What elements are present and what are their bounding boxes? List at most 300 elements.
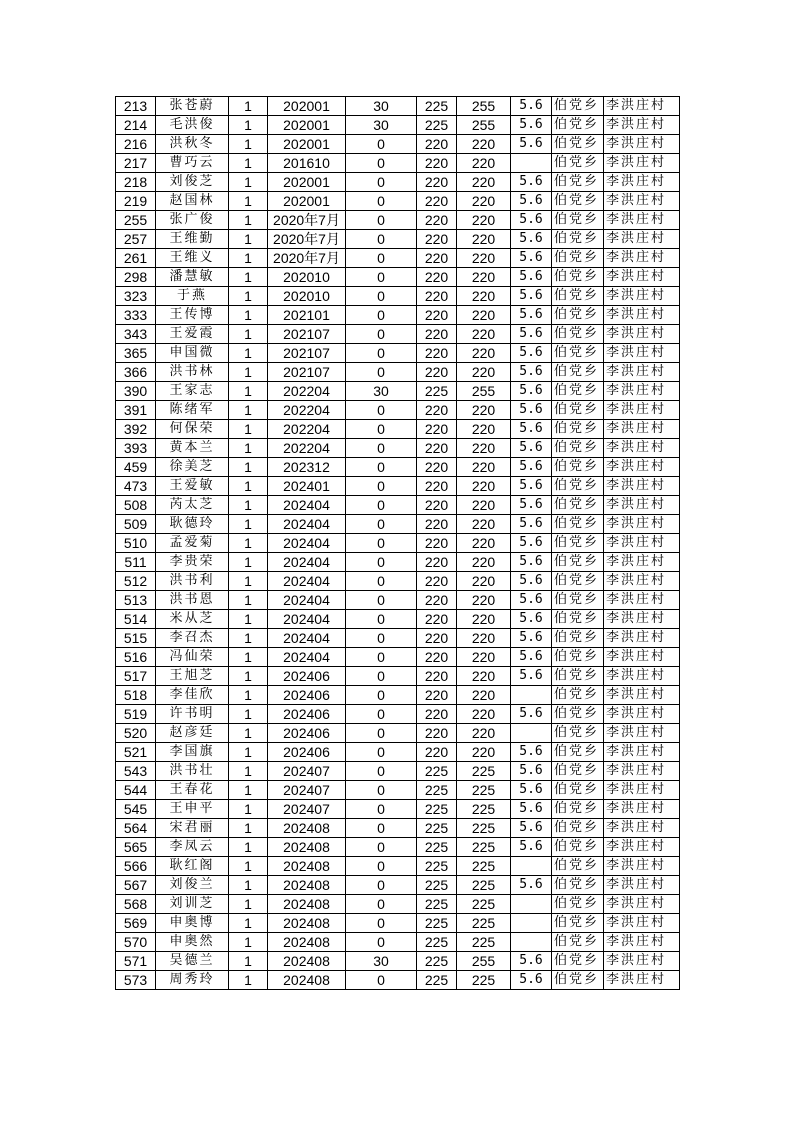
- count-cell: 1: [229, 249, 268, 268]
- data-table: [115, 96, 680, 990]
- rate-cell: 5.6: [511, 363, 552, 382]
- person-name-cell: 王维义: [156, 249, 229, 268]
- person-name-cell: 吴德兰: [156, 952, 229, 971]
- rate-cell: 5.6: [511, 458, 552, 477]
- start-date-cell: 202204: [268, 439, 346, 458]
- table-row: [116, 572, 680, 591]
- township-cell: 伯党乡: [552, 895, 604, 914]
- base-amount-cell: 220: [417, 173, 457, 192]
- extra-amount-cell: 0: [346, 610, 417, 629]
- table-row: [116, 610, 680, 629]
- start-date-cell: 202010: [268, 268, 346, 287]
- total-amount-cell: 220: [457, 572, 511, 591]
- village-cell: 李洪庄村: [604, 705, 680, 724]
- table-row: [116, 192, 680, 211]
- start-date-cell: 202204: [268, 382, 346, 401]
- rate-cell: 5.6: [511, 306, 552, 325]
- start-date-cell: 202404: [268, 553, 346, 572]
- start-date-cell: 202312: [268, 458, 346, 477]
- extra-amount-cell: 0: [346, 686, 417, 705]
- row-id-cell: 517: [116, 667, 156, 686]
- base-amount-cell: 225: [417, 762, 457, 781]
- start-date-cell: 202408: [268, 914, 346, 933]
- township-cell: 伯党乡: [552, 705, 604, 724]
- rate-cell: [511, 857, 552, 876]
- rate-cell: 5.6: [511, 553, 552, 572]
- rate-cell: 5.6: [511, 230, 552, 249]
- table-row: [116, 952, 680, 971]
- rate-cell: 5.6: [511, 211, 552, 230]
- extra-amount-cell: 0: [346, 705, 417, 724]
- table-row: [116, 173, 680, 192]
- rate-cell: 5.6: [511, 800, 552, 819]
- extra-amount-cell: 0: [346, 971, 417, 990]
- rate-cell: 5.6: [511, 971, 552, 990]
- village-cell: 李洪庄村: [604, 591, 680, 610]
- base-amount-cell: 220: [417, 154, 457, 173]
- township-cell: 伯党乡: [552, 876, 604, 895]
- rate-cell: 5.6: [511, 743, 552, 762]
- township-cell: 伯党乡: [552, 743, 604, 762]
- total-amount-cell: 225: [457, 838, 511, 857]
- row-id-cell: 219: [116, 192, 156, 211]
- person-name-cell: 芮太芝: [156, 496, 229, 515]
- rate-cell: 5.6: [511, 325, 552, 344]
- row-id-cell: 544: [116, 781, 156, 800]
- row-id-cell: 518: [116, 686, 156, 705]
- row-id-cell: 573: [116, 971, 156, 990]
- village-cell: 李洪庄村: [604, 477, 680, 496]
- total-amount-cell: 220: [457, 553, 511, 572]
- extra-amount-cell: 0: [346, 458, 417, 477]
- rate-cell: 5.6: [511, 648, 552, 667]
- start-date-cell: 202001: [268, 135, 346, 154]
- row-id-cell: 390: [116, 382, 156, 401]
- total-amount-cell: 220: [457, 211, 511, 230]
- rate-cell: 5.6: [511, 515, 552, 534]
- row-id-cell: 514: [116, 610, 156, 629]
- village-cell: 李洪庄村: [604, 154, 680, 173]
- total-amount-cell: 220: [457, 458, 511, 477]
- extra-amount-cell: 0: [346, 420, 417, 439]
- count-cell: 1: [229, 230, 268, 249]
- person-name-cell: 刘俊兰: [156, 876, 229, 895]
- table-row: [116, 743, 680, 762]
- total-amount-cell: 225: [457, 857, 511, 876]
- person-name-cell: 李召杰: [156, 629, 229, 648]
- start-date-cell: 202408: [268, 952, 346, 971]
- rate-cell: 5.6: [511, 705, 552, 724]
- total-amount-cell: 220: [457, 439, 511, 458]
- township-cell: 伯党乡: [552, 116, 604, 135]
- count-cell: 1: [229, 211, 268, 230]
- base-amount-cell: 220: [417, 534, 457, 553]
- village-cell: 李洪庄村: [604, 439, 680, 458]
- total-amount-cell: 255: [457, 97, 511, 116]
- village-cell: 李洪庄村: [604, 363, 680, 382]
- row-id-cell: 519: [116, 705, 156, 724]
- count-cell: 1: [229, 914, 268, 933]
- start-date-cell: 202107: [268, 325, 346, 344]
- total-amount-cell: 220: [457, 743, 511, 762]
- person-name-cell: 耿德玲: [156, 515, 229, 534]
- village-cell: 李洪庄村: [604, 971, 680, 990]
- total-amount-cell: 225: [457, 876, 511, 895]
- row-id-cell: 459: [116, 458, 156, 477]
- rate-cell: 5.6: [511, 762, 552, 781]
- table-row: [116, 629, 680, 648]
- extra-amount-cell: 30: [346, 952, 417, 971]
- extra-amount-cell: 0: [346, 629, 417, 648]
- extra-amount-cell: 0: [346, 819, 417, 838]
- extra-amount-cell: 0: [346, 363, 417, 382]
- village-cell: 李洪庄村: [604, 610, 680, 629]
- table-row: [116, 857, 680, 876]
- base-amount-cell: 220: [417, 192, 457, 211]
- rate-cell: 5.6: [511, 173, 552, 192]
- base-amount-cell: 225: [417, 952, 457, 971]
- township-cell: 伯党乡: [552, 249, 604, 268]
- person-name-cell: 张苍蔚: [156, 97, 229, 116]
- village-cell: 李洪庄村: [604, 857, 680, 876]
- township-cell: 伯党乡: [552, 268, 604, 287]
- start-date-cell: 202107: [268, 363, 346, 382]
- township-cell: 伯党乡: [552, 686, 604, 705]
- rate-cell: 5.6: [511, 401, 552, 420]
- person-name-cell: 毛洪俊: [156, 116, 229, 135]
- count-cell: 1: [229, 363, 268, 382]
- township-cell: 伯党乡: [552, 287, 604, 306]
- row-id-cell: 473: [116, 477, 156, 496]
- person-name-cell: 王家志: [156, 382, 229, 401]
- rate-cell: [511, 724, 552, 743]
- start-date-cell: 202404: [268, 648, 346, 667]
- total-amount-cell: 220: [457, 173, 511, 192]
- count-cell: 1: [229, 591, 268, 610]
- table-row: [116, 249, 680, 268]
- table-row: [116, 591, 680, 610]
- person-name-cell: 洪秋冬: [156, 135, 229, 154]
- count-cell: 1: [229, 838, 268, 857]
- count-cell: 1: [229, 705, 268, 724]
- rate-cell: 5.6: [511, 382, 552, 401]
- village-cell: 李洪庄村: [604, 819, 680, 838]
- person-name-cell: 王春花: [156, 781, 229, 800]
- extra-amount-cell: 0: [346, 591, 417, 610]
- row-id-cell: 512: [116, 572, 156, 591]
- count-cell: 1: [229, 819, 268, 838]
- total-amount-cell: 220: [457, 686, 511, 705]
- row-id-cell: 392: [116, 420, 156, 439]
- base-amount-cell: 220: [417, 667, 457, 686]
- extra-amount-cell: 0: [346, 857, 417, 876]
- start-date-cell: 202408: [268, 819, 346, 838]
- township-cell: 伯党乡: [552, 971, 604, 990]
- table-row: [116, 230, 680, 249]
- count-cell: 1: [229, 857, 268, 876]
- base-amount-cell: 225: [417, 971, 457, 990]
- base-amount-cell: 225: [417, 838, 457, 857]
- township-cell: 伯党乡: [552, 135, 604, 154]
- extra-amount-cell: 0: [346, 306, 417, 325]
- row-id-cell: 570: [116, 933, 156, 952]
- village-cell: 李洪庄村: [604, 724, 680, 743]
- village-cell: 李洪庄村: [604, 800, 680, 819]
- count-cell: 1: [229, 344, 268, 363]
- person-name-cell: 何保荣: [156, 420, 229, 439]
- count-cell: 1: [229, 496, 268, 515]
- rate-cell: 5.6: [511, 667, 552, 686]
- start-date-cell: 202001: [268, 173, 346, 192]
- row-id-cell: 343: [116, 325, 156, 344]
- extra-amount-cell: 0: [346, 876, 417, 895]
- total-amount-cell: 225: [457, 819, 511, 838]
- extra-amount-cell: 30: [346, 97, 417, 116]
- start-date-cell: 202408: [268, 971, 346, 990]
- township-cell: 伯党乡: [552, 914, 604, 933]
- count-cell: 1: [229, 420, 268, 439]
- extra-amount-cell: 0: [346, 572, 417, 591]
- start-date-cell: 202404: [268, 496, 346, 515]
- extra-amount-cell: 0: [346, 648, 417, 667]
- table-row: [116, 724, 680, 743]
- row-id-cell: 213: [116, 97, 156, 116]
- total-amount-cell: 220: [457, 591, 511, 610]
- table-row: [116, 306, 680, 325]
- base-amount-cell: 220: [417, 420, 457, 439]
- base-amount-cell: 220: [417, 515, 457, 534]
- rate-cell: 5.6: [511, 135, 552, 154]
- rate-cell: 5.6: [511, 572, 552, 591]
- township-cell: 伯党乡: [552, 515, 604, 534]
- person-name-cell: 周秀玲: [156, 971, 229, 990]
- start-date-cell: 202406: [268, 667, 346, 686]
- row-id-cell: 516: [116, 648, 156, 667]
- total-amount-cell: 220: [457, 249, 511, 268]
- rate-cell: [511, 914, 552, 933]
- start-date-cell: 2020年7月: [268, 230, 346, 249]
- total-amount-cell: 220: [457, 306, 511, 325]
- township-cell: 伯党乡: [552, 325, 604, 344]
- township-cell: 伯党乡: [552, 534, 604, 553]
- start-date-cell: 202407: [268, 762, 346, 781]
- township-cell: 伯党乡: [552, 857, 604, 876]
- row-id-cell: 515: [116, 629, 156, 648]
- extra-amount-cell: 30: [346, 116, 417, 135]
- township-cell: 伯党乡: [552, 306, 604, 325]
- township-cell: 伯党乡: [552, 344, 604, 363]
- township-cell: 伯党乡: [552, 553, 604, 572]
- person-name-cell: 于燕: [156, 287, 229, 306]
- village-cell: 李洪庄村: [604, 667, 680, 686]
- start-date-cell: 202404: [268, 515, 346, 534]
- start-date-cell: 202404: [268, 572, 346, 591]
- count-cell: 1: [229, 800, 268, 819]
- township-cell: 伯党乡: [552, 667, 604, 686]
- person-name-cell: 米从芝: [156, 610, 229, 629]
- total-amount-cell: 220: [457, 667, 511, 686]
- table-row: [116, 895, 680, 914]
- total-amount-cell: 220: [457, 325, 511, 344]
- start-date-cell: 202404: [268, 610, 346, 629]
- count-cell: 1: [229, 629, 268, 648]
- extra-amount-cell: 0: [346, 762, 417, 781]
- rate-cell: 5.6: [511, 477, 552, 496]
- count-cell: 1: [229, 268, 268, 287]
- count-cell: 1: [229, 762, 268, 781]
- total-amount-cell: 220: [457, 477, 511, 496]
- start-date-cell: 2020年7月: [268, 211, 346, 230]
- person-name-cell: 王传博: [156, 306, 229, 325]
- person-name-cell: 王申平: [156, 800, 229, 819]
- village-cell: 李洪庄村: [604, 325, 680, 344]
- table-row: [116, 686, 680, 705]
- village-cell: 李洪庄村: [604, 534, 680, 553]
- row-id-cell: 508: [116, 496, 156, 515]
- extra-amount-cell: 0: [346, 230, 417, 249]
- village-cell: 李洪庄村: [604, 515, 680, 534]
- township-cell: 伯党乡: [552, 401, 604, 420]
- village-cell: 李洪庄村: [604, 306, 680, 325]
- row-id-cell: 545: [116, 800, 156, 819]
- extra-amount-cell: 0: [346, 667, 417, 686]
- start-date-cell: 201610: [268, 154, 346, 173]
- start-date-cell: 202408: [268, 838, 346, 857]
- extra-amount-cell: 0: [346, 553, 417, 572]
- start-date-cell: 202404: [268, 591, 346, 610]
- person-name-cell: 耿红阁: [156, 857, 229, 876]
- base-amount-cell: 220: [417, 306, 457, 325]
- row-id-cell: 571: [116, 952, 156, 971]
- township-cell: 伯党乡: [552, 952, 604, 971]
- village-cell: 李洪庄村: [604, 249, 680, 268]
- village-cell: 李洪庄村: [604, 743, 680, 762]
- township-cell: 伯党乡: [552, 173, 604, 192]
- rate-cell: 5.6: [511, 287, 552, 306]
- extra-amount-cell: 0: [346, 211, 417, 230]
- base-amount-cell: 220: [417, 477, 457, 496]
- row-id-cell: 257: [116, 230, 156, 249]
- extra-amount-cell: 0: [346, 401, 417, 420]
- table-row: [116, 268, 680, 287]
- village-cell: 李洪庄村: [604, 268, 680, 287]
- person-name-cell: 赵国林: [156, 192, 229, 211]
- start-date-cell: 202010: [268, 287, 346, 306]
- township-cell: 伯党乡: [552, 762, 604, 781]
- table-row: [116, 325, 680, 344]
- table-row: [116, 420, 680, 439]
- rate-cell: [511, 895, 552, 914]
- extra-amount-cell: 0: [346, 135, 417, 154]
- total-amount-cell: 225: [457, 895, 511, 914]
- person-name-cell: 王旭芝: [156, 667, 229, 686]
- person-name-cell: 徐美芝: [156, 458, 229, 477]
- count-cell: 1: [229, 876, 268, 895]
- total-amount-cell: 220: [457, 705, 511, 724]
- total-amount-cell: 220: [457, 230, 511, 249]
- row-id-cell: 217: [116, 154, 156, 173]
- base-amount-cell: 220: [417, 496, 457, 515]
- village-cell: 李洪庄村: [604, 97, 680, 116]
- count-cell: 1: [229, 724, 268, 743]
- township-cell: 伯党乡: [552, 724, 604, 743]
- base-amount-cell: 220: [417, 135, 457, 154]
- person-name-cell: 陈绪军: [156, 401, 229, 420]
- table-row: [116, 762, 680, 781]
- base-amount-cell: 225: [417, 895, 457, 914]
- township-cell: 伯党乡: [552, 211, 604, 230]
- township-cell: 伯党乡: [552, 933, 604, 952]
- table-row: [116, 97, 680, 116]
- count-cell: 1: [229, 515, 268, 534]
- village-cell: 李洪庄村: [604, 629, 680, 648]
- township-cell: 伯党乡: [552, 800, 604, 819]
- extra-amount-cell: 0: [346, 800, 417, 819]
- base-amount-cell: 220: [417, 344, 457, 363]
- township-cell: 伯党乡: [552, 629, 604, 648]
- person-name-cell: 李凤云: [156, 838, 229, 857]
- table-row: [116, 534, 680, 553]
- village-cell: 李洪庄村: [604, 420, 680, 439]
- row-id-cell: 218: [116, 173, 156, 192]
- base-amount-cell: 220: [417, 211, 457, 230]
- township-cell: 伯党乡: [552, 97, 604, 116]
- count-cell: 1: [229, 154, 268, 173]
- village-cell: 李洪庄村: [604, 952, 680, 971]
- row-id-cell: 366: [116, 363, 156, 382]
- rate-cell: 5.6: [511, 534, 552, 553]
- row-id-cell: 568: [116, 895, 156, 914]
- count-cell: 1: [229, 97, 268, 116]
- person-name-cell: 黄本兰: [156, 439, 229, 458]
- row-id-cell: 510: [116, 534, 156, 553]
- start-date-cell: 202406: [268, 724, 346, 743]
- table-row: [116, 382, 680, 401]
- rate-cell: 5.6: [511, 629, 552, 648]
- start-date-cell: 202401: [268, 477, 346, 496]
- village-cell: 李洪庄村: [604, 933, 680, 952]
- total-amount-cell: 225: [457, 914, 511, 933]
- start-date-cell: 202406: [268, 743, 346, 762]
- count-cell: 1: [229, 439, 268, 458]
- total-amount-cell: 220: [457, 344, 511, 363]
- total-amount-cell: 225: [457, 781, 511, 800]
- start-date-cell: 202001: [268, 116, 346, 135]
- row-id-cell: 391: [116, 401, 156, 420]
- count-cell: 1: [229, 477, 268, 496]
- township-cell: 伯党乡: [552, 439, 604, 458]
- extra-amount-cell: 0: [346, 781, 417, 800]
- village-cell: 李洪庄村: [604, 192, 680, 211]
- start-date-cell: 202407: [268, 781, 346, 800]
- base-amount-cell: 225: [417, 857, 457, 876]
- rate-cell: 5.6: [511, 420, 552, 439]
- extra-amount-cell: 0: [346, 534, 417, 553]
- row-id-cell: 567: [116, 876, 156, 895]
- village-cell: 李洪庄村: [604, 895, 680, 914]
- extra-amount-cell: 0: [346, 173, 417, 192]
- table-row: [116, 553, 680, 572]
- total-amount-cell: 220: [457, 724, 511, 743]
- count-cell: 1: [229, 325, 268, 344]
- table-row: [116, 876, 680, 895]
- township-cell: 伯党乡: [552, 572, 604, 591]
- base-amount-cell: 220: [417, 648, 457, 667]
- base-amount-cell: 225: [417, 382, 457, 401]
- total-amount-cell: 225: [457, 971, 511, 990]
- start-date-cell: 202101: [268, 306, 346, 325]
- row-id-cell: 511: [116, 553, 156, 572]
